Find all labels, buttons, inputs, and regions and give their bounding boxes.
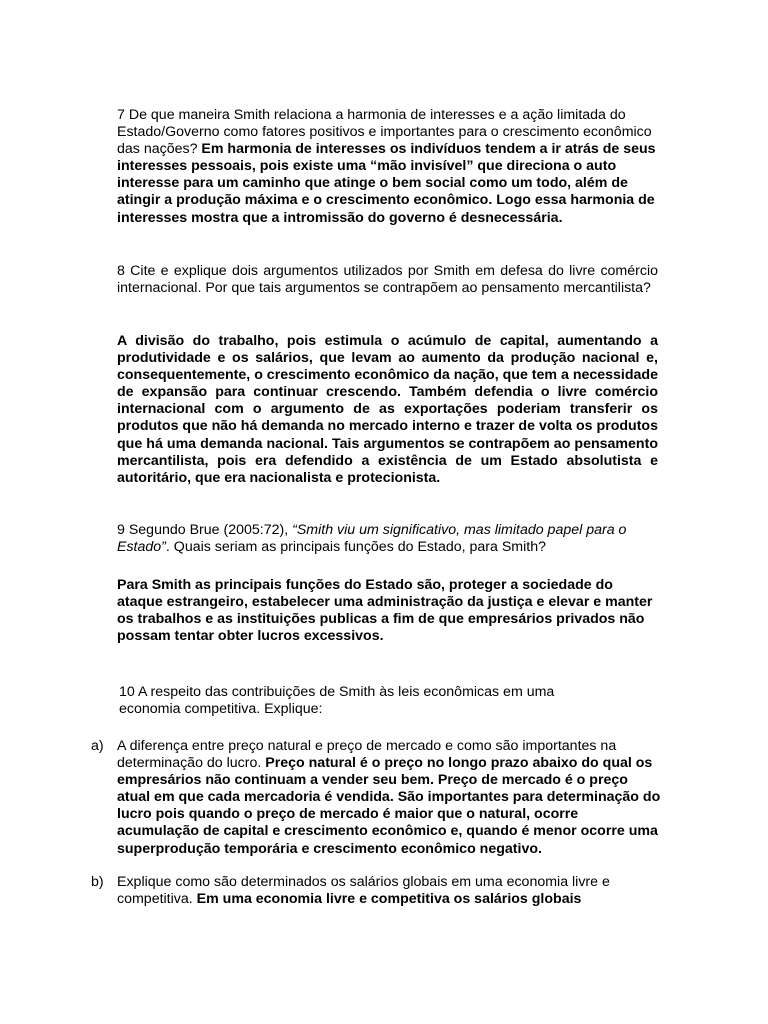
question-8-text: 8 Cite e explique dois argumentos utilizados por Smith em defesa do livre comércio internacional. Por que tais argumentos se contrapõem ao pensamento mercantilista? <box>117 263 658 297</box>
question-9-prefix: 9 Segundo Brue (2005:72), <box>117 522 293 538</box>
question-7-text: 7 De que maneira Smith relaciona a harmonia de interesses e a ação limitada do Estado/Governo como fatores positivos e importantes para o crescimento econômico das nações? <box>117 107 652 158</box>
list-item-b-question: Explique como são determinados os salários globais em uma economia livre e competitiva. <box>117 874 610 908</box>
list-item-a-question: A diferença entre preço natural e preço de mercado e como são importantes na determinação do lucro. <box>117 738 617 772</box>
answer-7-text: Em harmonia de interesses os indivíduos tendem a ir atrás de seus interesses pessoais, pois existe uma “mão invisível” que direciona o auto interesse para um caminho que atinge o bem social como um todo, além de atingir a produção máxima e o crescimento econômico. Logo essa harmonia de interesses mostra que a intromissão do governo é desnecessária. <box>117 141 656 226</box>
list-item-a-body <box>117 738 661 858</box>
question-7-paragraph <box>117 107 658 227</box>
answer-8-text: A divisão do trabalho, pois estimula o acúmulo de capital, aumentando a produtividade e os salários, que levam ao aumento da produção nacional e, consequentemente, o crescimento econômico da nação, que tem a necessidade de expansão para continuar crescendo. Também defendia o livre comércio internacional com o argumento de as exportações poderiam transferir os produtos que não há demanda no mercado interno e trazer de volta os produtos que há uma demanda nacional. Tais argumentos se contrapõem ao pensamento mercantilista, pois era defendido a existência de um Estado absolutista e autoritário, que era nacionalista e protecionista. <box>117 333 658 486</box>
list-item-b-body <box>117 874 661 908</box>
list-item-b-answer: Em uma economia livre e competitiva os salários globais <box>196 891 582 908</box>
list-marker-b: b) <box>91 874 104 890</box>
question-9-suffix: . Quais seriam as principais funções do Estado, para Smith? <box>165 539 547 556</box>
list-marker-a: a) <box>91 738 104 754</box>
answer-8-paragraph <box>117 333 658 487</box>
question-9-quote: “Smith viu um significativo, mas limitado papel para o Estado” <box>117 522 627 556</box>
answer-9-paragraph <box>117 577 658 645</box>
question-8-paragraph <box>117 263 658 297</box>
question-9-paragraph <box>117 522 658 556</box>
answer-9-text: Para Smith as principais funções do Estado são, proteger a sociedade do ataque estrangeiro, estabelecer uma administração da justiça e elevar e manter os trabalhos e as instituições publicas a fim de que empresários privados não possam tentar obter lucros excessivos. <box>117 577 653 645</box>
question-10-text: 10 A respeito das contribuições de Smith às leis econômicas em uma economia competitiva. Explique: <box>119 684 555 718</box>
question-10-paragraph <box>119 684 579 718</box>
list-item-a-answer: Preço natural é o preço no longo prazo abaixo do qual os empresários não continuam a vender seu bem. Preço de mercado é o preço atual em que cada mercadoria é vendida. São importantes para determinação do lucro pois quando o preço de mercado é maior que o natural, ocorre acumulação de capital e crescimento econômico e, quando é menor ocorre uma superprodução temporária e crescimento econômico negativo. <box>117 755 661 857</box>
